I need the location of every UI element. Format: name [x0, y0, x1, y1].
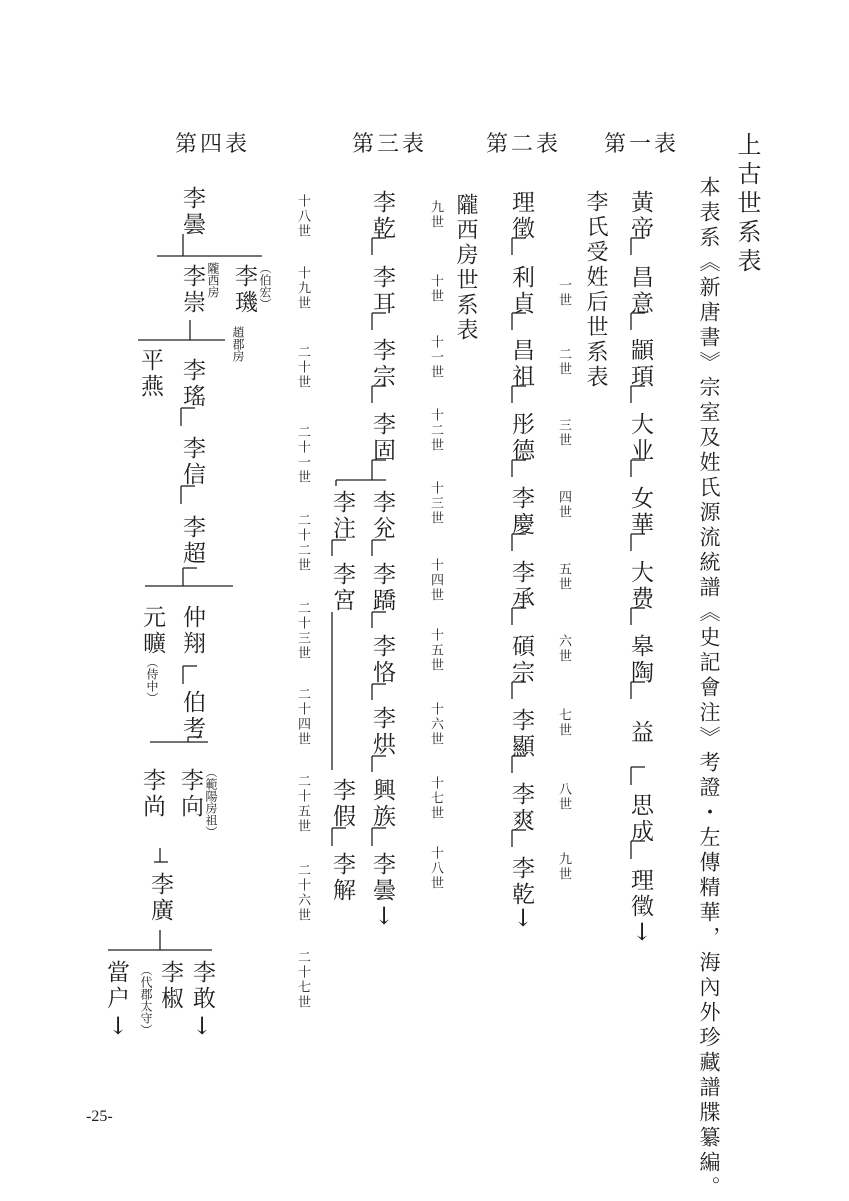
- generation-label: 三世: [556, 418, 571, 448]
- person-name: 彤德: [508, 412, 534, 464]
- generation-label: 十一世: [428, 335, 443, 380]
- page-number: -25-: [86, 1108, 113, 1125]
- table-heading: 隴西房世系表: [453, 193, 478, 343]
- annotation: （範陽房祖）: [204, 766, 218, 838]
- person-name: 李尚: [139, 768, 165, 820]
- generation-label: 七世: [556, 708, 571, 738]
- generation-label: 二十五世: [295, 774, 310, 834]
- person-name: 李崇: [179, 264, 205, 316]
- person-name: 李向: [177, 768, 203, 820]
- table-label-3: 第三表: [352, 132, 428, 157]
- person-name: 大费: [627, 560, 653, 612]
- person-name: 李宗: [369, 338, 395, 390]
- table-label-1: 第一表: [604, 132, 680, 157]
- table-label-2: 第二表: [486, 132, 562, 157]
- person-name: 李爽: [508, 782, 534, 834]
- generation-label: 四世: [556, 490, 571, 520]
- person-name: 李曇: [179, 186, 205, 238]
- house-label: 趙郡房: [231, 326, 245, 362]
- person-name: 仲翔: [179, 605, 205, 657]
- annotation: （代郡太守）: [139, 964, 153, 1036]
- person-name: 昌祖: [508, 338, 534, 390]
- page-title: 上古世系表: [733, 132, 761, 277]
- generation-label: 十七世: [428, 776, 443, 821]
- generation-label: 二十三世: [295, 601, 310, 661]
- person-name: 興族: [369, 778, 395, 830]
- person-name: 昌意: [627, 265, 653, 317]
- generation-label: 十五世: [428, 628, 443, 673]
- person-name: 思成: [627, 793, 653, 845]
- continue-arrow-icon: ↓: [192, 1012, 213, 1040]
- person-name: 李蹻: [369, 562, 395, 614]
- generation-label: 二十六世: [295, 863, 310, 923]
- person-name: 李承: [508, 560, 534, 612]
- person-name: 利貞: [508, 265, 534, 317]
- person-name: 李椒: [157, 960, 183, 1012]
- person-name: 李慶: [508, 486, 534, 538]
- person-name: 李注: [329, 490, 355, 542]
- person-name: 伯考: [179, 690, 205, 742]
- person-name: 李信: [179, 436, 205, 488]
- generation-label: 二世: [556, 347, 571, 377]
- generation-label: 十四世: [428, 558, 443, 603]
- person-name: 當户: [103, 960, 129, 1012]
- generation-label: 十九世: [295, 266, 310, 311]
- person-name: 理徵: [627, 868, 653, 920]
- person-name: 李曇: [369, 852, 395, 904]
- person-name: 李宮: [329, 562, 355, 614]
- generation-label: 九世: [556, 852, 571, 882]
- annotation: （伯宏）: [258, 262, 272, 310]
- person-name: 李璣: [231, 264, 257, 316]
- generation-label: 十八世: [295, 194, 310, 239]
- intro-text: 本表系《新唐書》宗室及姓氏源流統譜《史記會注》考證・左傳精華，海內外珍藏譜牒纂編。: [697, 176, 721, 1201]
- generation-label: 二十七世: [295, 950, 310, 1010]
- person-name: 李超: [179, 515, 205, 567]
- person-name: 李顯: [508, 708, 534, 760]
- person-name: 理徵: [508, 190, 534, 242]
- continue-arrow-icon: ↓: [374, 902, 395, 930]
- generation-label: 二十一世: [295, 425, 310, 485]
- person-name: 李烘: [369, 706, 395, 758]
- generation-label: 十三世: [428, 481, 443, 526]
- table-heading: 李氏受姓后世系表: [583, 190, 608, 390]
- person-name: 李敢: [189, 960, 215, 1012]
- generation-label: 十八世: [428, 846, 443, 891]
- generation-label: 九世: [428, 200, 443, 230]
- person-name: 李假: [329, 778, 355, 830]
- house-label: 隴西房: [206, 262, 220, 298]
- person-name: 李瑤: [179, 358, 205, 410]
- person-name: 李乾: [369, 190, 395, 242]
- generation-label: 二十四世: [295, 687, 310, 747]
- continue-arrow-icon: ↓: [632, 918, 653, 946]
- annotation: （侍中）: [145, 656, 159, 704]
- generation-label: 十世: [428, 274, 443, 304]
- generation-label: 十二世: [428, 408, 443, 453]
- table-label-4: 第四表: [175, 132, 251, 157]
- person-name: 李廣: [147, 872, 173, 924]
- generation-label: 八世: [556, 782, 571, 812]
- person-name: 平燕: [137, 348, 163, 400]
- generation-label: 五世: [556, 562, 571, 592]
- person-name: 黃帝: [627, 190, 653, 242]
- continue-arrow-icon: ↓: [513, 904, 534, 932]
- generation-label: 一世: [556, 278, 571, 308]
- person-name: 李固: [369, 412, 395, 464]
- person-name: 益: [627, 720, 653, 746]
- person-name: 李乾: [508, 856, 534, 908]
- person-name: 大业: [627, 412, 653, 464]
- generation-label: 二十二世: [295, 513, 310, 573]
- continue-arrow-icon: ↓: [108, 1012, 129, 1040]
- person-name: 碩宗: [508, 634, 534, 686]
- generation-label: 六世: [556, 634, 571, 664]
- person-name: 皋陶: [627, 634, 653, 686]
- person-name: 李恪: [369, 634, 395, 686]
- person-name: 李解: [329, 852, 355, 904]
- person-name: 李耳: [369, 265, 395, 317]
- generation-label: 十六世: [428, 702, 443, 747]
- person-name: 顓頊: [627, 338, 653, 390]
- person-name: 女華: [627, 486, 653, 538]
- generation-label: 二十世: [295, 345, 310, 390]
- person-name: 李兊: [369, 490, 395, 542]
- person-name: 元曠: [139, 605, 165, 657]
